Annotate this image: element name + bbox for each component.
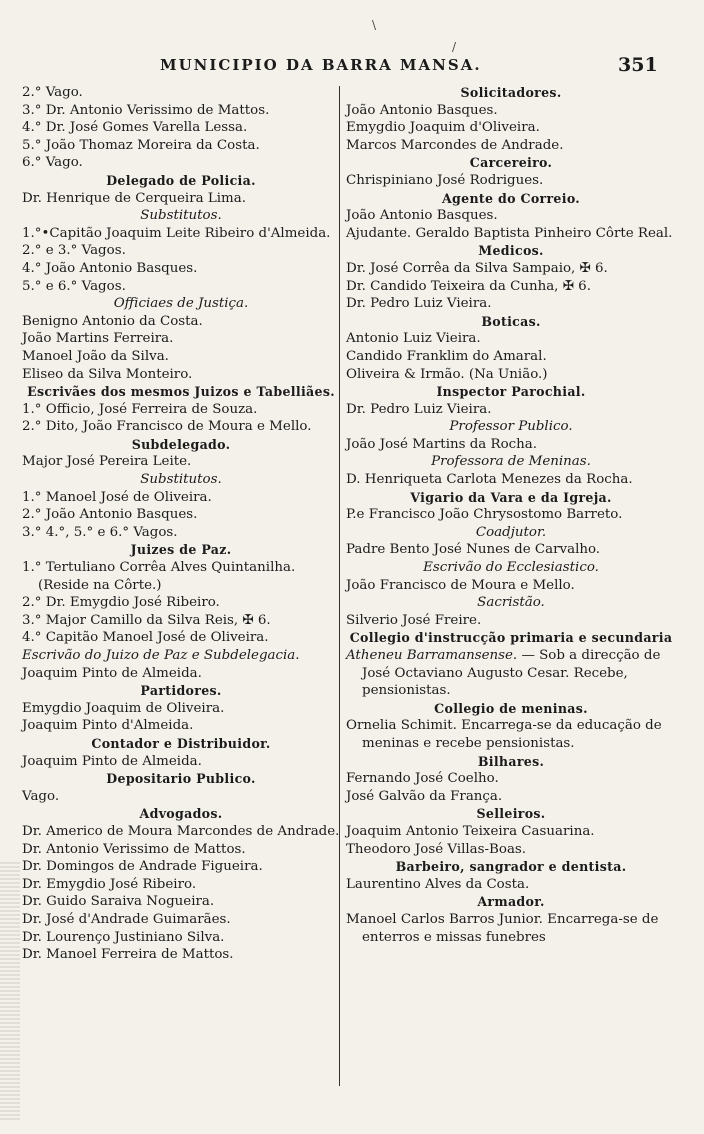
section-heading: Collegio d'instrucção primaria e secundaria: [349, 630, 673, 646]
entry: Dr. Emygdio José Ribeiro.: [22, 876, 197, 892]
entry: 3.° Major Camillo da Silva Reis, ✠ 6.: [22, 612, 271, 628]
subheading: Officiaes de Justiça.: [113, 296, 249, 312]
entry: Laurentino Alves da Costa.: [346, 876, 530, 892]
entry: 4.° João Antonio Basques.: [22, 260, 198, 276]
entry: Dr. Candido Teixeira da Cunha, ✠ 6.: [346, 278, 591, 294]
entry-text: — Sob a direcção de José Octaviano Augusto Cesar. Recebe, pensionistas.: [362, 648, 661, 699]
entry: Dr. Manoel Ferreira de Mattos.: [22, 947, 234, 963]
entry: 4.° Dr. José Gomes Varella Lessa.: [22, 120, 248, 136]
entry: 2.° Dr. Emygdio José Ribeiro.: [22, 595, 220, 611]
entry: João Antonio Basques.: [346, 102, 498, 118]
entry: José Galvão da França.: [346, 788, 503, 804]
entry: 2.° Dito, João Francisco de Moura e Mello.: [22, 419, 312, 435]
section-heading: Collegio de meninas.: [434, 700, 588, 716]
entry: Marcos Marcondes de Andrade.: [346, 137, 564, 153]
section-heading: Juizes de Paz.: [130, 542, 232, 558]
entry: Joaquim Pinto de Almeida.: [22, 665, 202, 681]
entry: Dr. Lourenço Justiniano Silva.: [22, 929, 225, 945]
entry: Ajudante. Geraldo Baptista Pinheiro Côrte Real.: [346, 225, 673, 241]
section-heading: Solicitadores.: [460, 85, 562, 100]
entry: Dr. Guido Saraiva Nogueira.: [22, 894, 215, 910]
section-heading: Agente do Correio.: [441, 190, 580, 206]
section-heading: Barbeiro, sangrador e dentista.: [395, 859, 627, 875]
entry: P.e Francisco João Chrysostomo Barreto.: [346, 507, 623, 523]
page-number: 351: [618, 54, 658, 76]
entry: Dr. Henrique de Cerqueira Lima.: [22, 190, 246, 206]
entry: Dr. Domingos de Andrade Figueira.: [22, 859, 263, 875]
section-heading: Medicos.: [478, 243, 544, 259]
section-heading: Partidores.: [140, 683, 222, 699]
entry: 1.° Officio, José Ferreira de Souza.: [22, 401, 258, 417]
entry: Manoel João da Silva.: [22, 348, 169, 364]
section-heading: Vigario da Vara e da Igreja.: [410, 489, 612, 505]
entry: Ornelia Schimit. Encarrega-se da educação de meninas e recebe pensionistas.: [346, 718, 662, 751]
entry: Chrispiniano José Rodrigues.: [346, 172, 544, 188]
entry: Major José Pereira Leite.: [22, 454, 192, 470]
scan-edge-noise: [0, 860, 20, 1120]
section-heading: Carcereiro.: [469, 155, 553, 171]
entry: Benigno Antonio da Costa.: [22, 313, 203, 329]
section-heading: Boticas.: [481, 313, 541, 329]
entry: Dr. José Corrêa da Silva Sampaio, ✠ 6.: [346, 260, 608, 276]
entry: Vago.: [22, 788, 60, 804]
section-heading: Advogados.: [139, 806, 223, 822]
subheading: Escrivão do Ecclesiastico.: [423, 560, 599, 576]
entry: 2.° Vago.: [22, 85, 83, 100]
scan-mark-icon: \: [372, 18, 377, 32]
section-heading: Contador e Distribuidor.: [91, 735, 271, 751]
entry: Emygdio Joaquim d'Oliveira.: [346, 120, 540, 136]
subheading: Sacristão.: [477, 595, 545, 611]
section-heading: Subdelegado.: [131, 436, 231, 452]
section-heading: Inspector Parochial.: [436, 384, 586, 400]
entry: João Antonio Basques.: [346, 208, 498, 224]
entry: Dr. Antonio Verissimo de Mattos.: [22, 841, 246, 857]
entry: 2.° João Antonio Basques.: [22, 507, 198, 523]
section-heading: Armador.: [477, 894, 545, 910]
entry: 1.°•Capitão Joaquim Leite Ribeiro d'Almeida.: [22, 225, 331, 241]
entry: 5.° João Thomaz Moreira da Costa.: [22, 137, 260, 153]
entry: Manoel Carlos Barros Junior. Encarrega-se de enterros e missas funebres: [346, 911, 659, 945]
entry: D. Henriqueta Carlota Menezes da Rocha.: [346, 472, 633, 488]
entry: 1.° Tertuliano Corrêa Alves Quintanilha. (Reside na Côrte.): [22, 560, 296, 593]
entry: Emygdio Joaquim de Oliveira.: [22, 700, 225, 716]
entry: Dr. Pedro Luiz Vieira.: [346, 296, 492, 312]
entry-lead: Atheneu Barramansense.: [346, 648, 518, 663]
entry: João Francisco de Moura e Mello.: [346, 577, 575, 593]
entry: Padre Bento José Nunes de Carvalho.: [346, 542, 601, 558]
entry: Joaquim Antonio Teixeira Casuarina.: [346, 823, 595, 839]
entry: 4.° Capitão Manoel José de Oliveira.: [22, 630, 269, 646]
entry: João José Martins da Rocha.: [346, 436, 538, 452]
entry: Dr. Americo de Moura Marcondes de Andrade.: [22, 823, 340, 839]
entry: 2.° e 3.° Vagos.: [22, 243, 126, 259]
entry: Eliseo da Silva Monteiro.: [22, 366, 193, 382]
entry: 3.° 4.°, 5.° e 6.° Vagos.: [22, 524, 178, 540]
entry: Theodoro José Villas-Boas.: [346, 841, 527, 857]
entry: Oliveira & Irmão. (Na União.): [346, 366, 548, 382]
right-column: [346, 84, 676, 946]
subheading: Substitutos.: [140, 472, 222, 488]
entry: 3.° Dr. Antonio Verissimo de Mattos.: [22, 102, 270, 118]
section-heading: Bilhares.: [477, 753, 545, 769]
subheading: Coadjutor.: [475, 524, 547, 540]
section-heading: Selleiros.: [476, 806, 546, 822]
entry: Joaquim Pinto d'Almeida.: [22, 718, 194, 734]
subheading: Professor Publico.: [449, 419, 573, 435]
entry: Dr. José d'Andrade Guimarães.: [22, 911, 231, 927]
entry: 1.° Manoel José de Oliveira.: [22, 489, 212, 505]
entry: João Martins Ferreira.: [22, 331, 174, 347]
subheading: Escrivão do Juizo de Paz e Subdelegacia.: [22, 648, 300, 663]
entry: 6.° Vago.: [22, 155, 83, 171]
entry: Candido Franklim do Amaral.: [346, 348, 547, 364]
section-heading: Delegado de Policia.: [106, 172, 256, 188]
subheading: Professora de Meninas.: [431, 454, 591, 470]
section-heading: Depositario Publico.: [106, 771, 256, 787]
entry: Antonio Luiz Vieira.: [346, 331, 481, 347]
subheading: Substitutos.: [140, 208, 222, 224]
page-header: [0, 56, 704, 84]
column-divider: [339, 86, 340, 1086]
entry: [346, 647, 676, 700]
entry: Silverio José Freire.: [346, 612, 482, 628]
section-heading: Escrivães dos mesmos Juizos e Tabelliães.: [27, 384, 335, 400]
page-title: MUNICIPIO DA BARRA MANSA.: [160, 56, 482, 74]
entry: Dr. Pedro Luiz Vieira.: [346, 401, 492, 417]
entry: Joaquim Pinto de Almeida.: [22, 753, 202, 769]
entry: Fernando José Coelho.: [346, 771, 499, 787]
entry: 5.° e 6.° Vagos.: [22, 278, 126, 294]
left-column: [22, 84, 340, 964]
scan-mark-icon: /: [452, 40, 457, 54]
